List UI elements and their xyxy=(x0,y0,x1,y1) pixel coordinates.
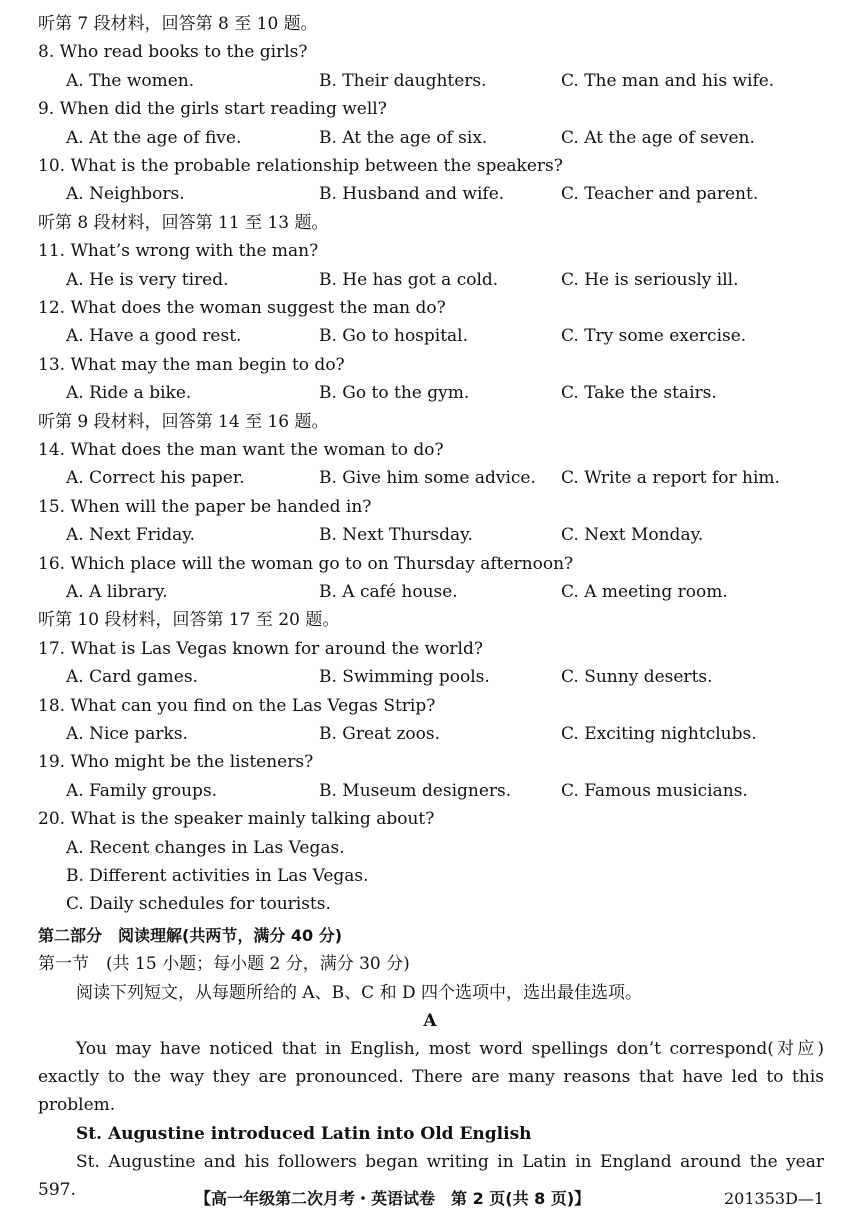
option-c: C. Exciting nightclubs. xyxy=(561,724,757,744)
page-footer xyxy=(0,1186,860,1212)
option-a: A. At the age of five. xyxy=(66,127,242,148)
option-c: C. The man and his wife. xyxy=(561,70,775,91)
option-a: A. Neighbors. xyxy=(66,184,185,205)
question-text: 20. What is the speaker mainly talking about? xyxy=(38,809,435,830)
option-b: B. A café house. xyxy=(319,582,458,602)
option-a: A. A library. xyxy=(66,582,168,602)
question-text: 14. What does the man want the woman to do? xyxy=(38,440,444,460)
question-text: 10. What is the probable relationship between the speakers? xyxy=(38,156,563,176)
question-text: 15. When will the paper be handed in? xyxy=(38,496,372,517)
options-row xyxy=(66,521,830,549)
option-c: C. He is seriously ill. xyxy=(561,269,739,290)
passage-label: A xyxy=(423,1011,437,1031)
options-row xyxy=(66,663,830,691)
option-c: C. Next Monday. xyxy=(561,525,704,546)
question-text: 16. Which place will the woman go to on Thursday afternoon? xyxy=(38,553,574,574)
question-text: 11. What’s wrong with the man? xyxy=(38,241,319,262)
option-b: B. Different activities in Las Vegas. xyxy=(66,866,369,886)
options-row xyxy=(66,720,830,748)
option-a: A. Have a good rest. xyxy=(66,326,242,347)
question-text: 18. What can you find on the Las Vegas Strip? xyxy=(38,695,436,716)
reading-instruction: 阅读下列短文，从每题所给的 A、B、C 和 D 四个选项中，选出最佳选项。 xyxy=(76,983,643,1003)
option-b: B. Husband and wife. xyxy=(319,184,505,205)
option-b: B. At the age of six. xyxy=(319,127,488,148)
section-instruction: 听第 7 段材料，回答第 8 至 10 题。 xyxy=(38,14,318,34)
section-instruction: 听第 10 段材料，回答第 17 至 20 题。 xyxy=(38,610,340,631)
option-c: C. Take the stairs. xyxy=(561,383,717,404)
section-instruction: 听第 9 段材料，回答第 14 至 16 题。 xyxy=(38,411,329,432)
option-b: B. Give him some advice. xyxy=(319,468,536,489)
passage-paragraph: St. Augustine and his followers began writing in Latin in England around the year 597. xyxy=(38,1152,824,1200)
options-row xyxy=(66,379,830,407)
options-row xyxy=(66,124,830,152)
option-b: B. He has got a cold. xyxy=(319,269,499,290)
option-c: C. Daily schedules for tourists. xyxy=(66,894,331,915)
option-b: B. Great zoos. xyxy=(319,724,440,744)
question-text: 13. What may the man begin to do? xyxy=(38,354,345,375)
question-text: 12. What does the woman suggest the man do? xyxy=(38,298,446,318)
option-a: A. He is very tired. xyxy=(66,269,229,290)
option-c: C. Write a report for him. xyxy=(561,468,780,489)
options-row xyxy=(66,266,830,294)
option-a: A. Family groups. xyxy=(66,780,218,801)
option-a: A. Next Friday. xyxy=(66,525,195,546)
option-b: B. Swimming pools. xyxy=(319,667,490,688)
options-row xyxy=(66,464,830,492)
option-a: A. Card games. xyxy=(66,667,198,688)
options-row xyxy=(66,180,830,208)
option-a: A. Ride a bike. xyxy=(66,383,192,404)
option-c: C. Teacher and parent. xyxy=(561,184,759,205)
passage-paragraph: You may have noticed that in English, most word spellings don’t correspond(对应) exactly to the way they are pronounced. There are many reasons that have led to this problem. xyxy=(38,1039,824,1115)
option-b: B. Next Thursday. xyxy=(319,525,473,546)
option-b: B. Museum designers. xyxy=(319,780,512,801)
options-row xyxy=(66,322,830,350)
option-a: A. The women. xyxy=(66,70,195,91)
footer-code: 201353D—1 xyxy=(724,1189,825,1208)
option-b: B. Their daughters. xyxy=(319,70,487,91)
part2-title: 第二部分 阅读理解(共两节，满分 40 分) xyxy=(38,926,343,945)
option-c: C. Sunny deserts. xyxy=(561,667,713,688)
footer-title: 【高一年级第二次月考・英语试卷 第 2 页(共 8 页)】 xyxy=(195,1189,591,1208)
options-row xyxy=(66,777,830,805)
option-c: C. Famous musicians. xyxy=(561,780,748,801)
question-text: 9. When did the girls start reading well? xyxy=(38,99,387,120)
passage-subheading: St. Augustine introduced Latin into Old English xyxy=(76,1124,532,1144)
options-row xyxy=(66,578,830,606)
option-a: A. Recent changes in Las Vegas. xyxy=(66,837,345,858)
option-a: A. Nice parks. xyxy=(66,724,188,744)
option-b: B. Go to hospital. xyxy=(319,326,469,347)
option-a: A. Correct his paper. xyxy=(66,468,245,489)
option-c: C. At the age of seven. xyxy=(561,127,755,148)
question-text: 8. Who read books to the girls? xyxy=(38,42,308,63)
question-text: 17. What is Las Vegas known for around the world? xyxy=(38,638,483,659)
section-instruction: 听第 8 段材料，回答第 11 至 13 题。 xyxy=(38,212,329,233)
section1-title: 第一节 (共 15 小题；每小题 2 分，满分 30 分) xyxy=(38,954,410,974)
question-text: 19. Who might be the listeners? xyxy=(38,752,314,773)
options-row xyxy=(66,67,830,95)
option-b: B. Go to the gym. xyxy=(319,383,470,404)
option-c: C. Try some exercise. xyxy=(561,326,747,347)
option-c: C. A meeting room. xyxy=(561,582,728,602)
